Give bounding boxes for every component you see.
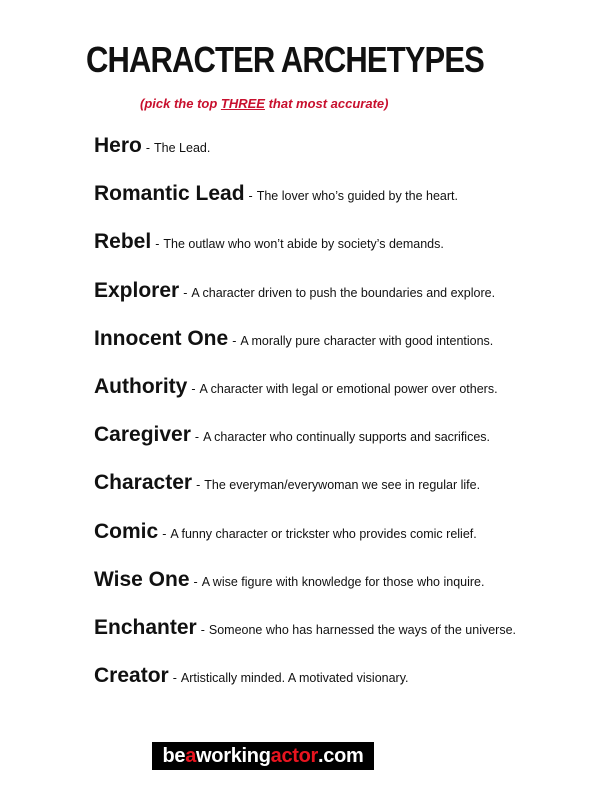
- archetype-item-enchanter: [94, 612, 594, 660]
- archetype-item-character: [94, 467, 594, 515]
- subtitle-before: (pick the top: [140, 96, 221, 111]
- archetype-item-innocent-one: [94, 323, 594, 371]
- archetype-item-comic: [94, 516, 594, 564]
- archetype-description: The lover who’s guided by the heart.: [256, 189, 458, 204]
- archetype-separator: -: [248, 189, 253, 204]
- archetype-separator: -: [200, 622, 205, 637]
- archetype-description: A funny character or trickster who provides comic relief.: [170, 526, 477, 541]
- instruction-subtitle: [140, 96, 389, 112]
- archetype-name: Innocent One: [94, 326, 229, 350]
- archetype-description: Artistically minded. A motivated visionary.: [180, 671, 409, 686]
- archetype-description: The everyman/everywoman we see in regular life.: [204, 478, 481, 493]
- logo-part-com: .com: [318, 744, 364, 767]
- archetype-separator: -: [193, 574, 198, 589]
- archetype-item-wise-one: [94, 564, 594, 612]
- page-title: CHARACTER ARCHETYPES: [86, 39, 484, 80]
- site-logo: [152, 742, 374, 770]
- archetype-separator: -: [172, 671, 177, 686]
- archetype-name: Authority: [94, 374, 188, 398]
- archetype-item-romantic-lead: [94, 178, 594, 226]
- archetype-item-caregiver: [94, 419, 594, 467]
- archetype-description: A morally pure character with good intentions.: [240, 333, 494, 348]
- archetype-separator: -: [191, 381, 196, 396]
- archetype-separator: -: [145, 141, 151, 155]
- archetype-item-hero: [94, 130, 594, 178]
- archetype-item-authority: [94, 371, 594, 419]
- archetype-name: Rebel: [94, 230, 152, 254]
- archetype-description: The Lead.: [154, 141, 211, 155]
- archetype-name: Character: [94, 471, 193, 495]
- archetype-name: Caregiver: [94, 423, 191, 447]
- archetype-separator: -: [155, 237, 160, 252]
- logo-part-actor: actor: [270, 744, 319, 767]
- archetype-separator: -: [162, 526, 167, 541]
- archetype-name: Wise One: [94, 567, 190, 591]
- archetype-description: The outlaw who won’t abide by society’s demands.: [163, 237, 444, 252]
- archetype-separator: -: [194, 430, 200, 445]
- archetype-name: Comic: [94, 519, 159, 543]
- archetype-separator: -: [183, 285, 188, 300]
- archetype-separator: -: [232, 333, 237, 348]
- archetype-list: [94, 130, 594, 708]
- subtitle-after: that most accurate): [264, 96, 389, 111]
- archetype-description: A character with legal or emotional power over others.: [199, 381, 498, 396]
- archetype-description: Someone who has harnessed the ways of the universe.: [208, 622, 517, 637]
- archetype-item-rebel: [94, 226, 594, 274]
- archetype-description: A wise figure with knowledge for those who inquire.: [201, 574, 485, 589]
- archetype-description: A character who continually supports and sacrifices.: [203, 430, 491, 445]
- archetype-name: Hero: [94, 134, 142, 157]
- archetype-name: Romantic Lead: [94, 182, 245, 206]
- archetype-item-creator: [94, 660, 594, 708]
- archetype-item-explorer: [94, 275, 594, 323]
- logo-part-working: working: [196, 744, 271, 767]
- archetype-name: Creator: [94, 664, 169, 688]
- archetype-name: Explorer: [94, 278, 180, 302]
- logo-part-a: a: [185, 744, 197, 767]
- subtitle-emphasis: THREE: [220, 96, 265, 111]
- archetype-separator: -: [196, 478, 201, 493]
- archetype-name: Enchanter: [94, 615, 197, 639]
- logo-part-be: be: [162, 744, 186, 767]
- archetype-description: A character driven to push the boundaries and explore.: [191, 285, 496, 300]
